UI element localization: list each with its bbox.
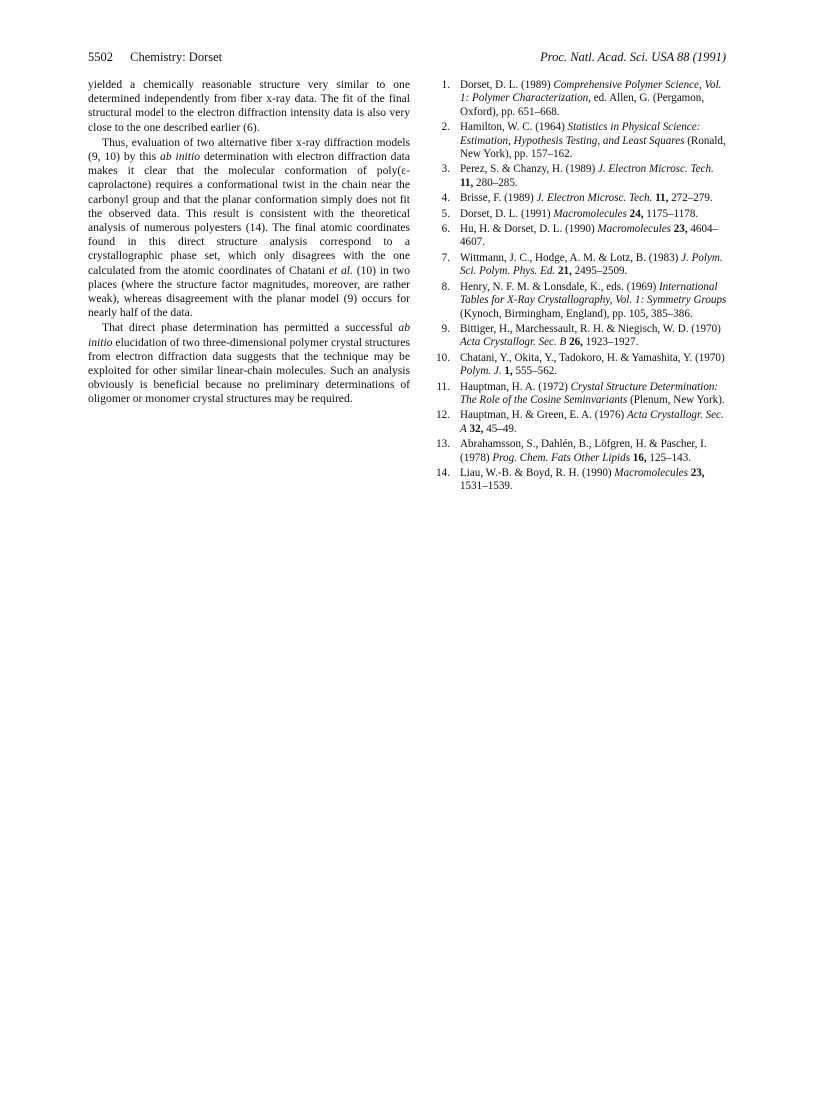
reference-volume: 26,	[566, 336, 583, 349]
paragraph-2-text-b: determination with electron diffraction data makes it clear that the molecular conformation of poly(ε-caprolactone) requires a conformational twist in the chain near the carbonyl group and that the planar conformation simply does not fit the observed data. This result is consistent with the theoretical analysis of numerous polyesters (14). The final atomic coordinates found in this direct structure analysis correspond to a crystallographic phase set, which only disagrees with the one calculated from the atomic coordinates of Chatani	[88, 150, 410, 277]
reference-number: 3.	[441, 163, 450, 176]
reference-volume: 24,	[626, 207, 644, 220]
page-number: 5502	[88, 50, 113, 64]
reference-number: 13.	[436, 438, 450, 451]
reference-pages: 45–49.	[483, 422, 517, 435]
reference-number: 9.	[441, 322, 450, 335]
paragraph-1-text: yielded a chemically reasonable structure very similar to one determined independently from fiber x-ray data. The fit of the final structural model to the electron diffraction intensity data is also very close to the one described earlier (6).	[88, 78, 410, 134]
reference-pages: 272–279.	[668, 192, 713, 205]
reference-item	[430, 352, 728, 379]
reference-number: 11.	[436, 380, 450, 393]
reference-number: 6.	[441, 223, 450, 236]
reference-pages: 2495–2509.	[571, 265, 628, 278]
reference-item	[430, 223, 728, 250]
reference-pages: 1175–1178.	[643, 207, 699, 220]
reference-pages: 125–143.	[646, 451, 692, 464]
reference-source: Acta Crystallogr. Sec. A	[460, 409, 724, 435]
reference-authors: Dorset, D. L. (1991)	[460, 207, 554, 220]
reference-item	[430, 467, 728, 494]
reference-authors: Hauptman, H. & Green, E. A. (1976)	[460, 409, 627, 422]
reference-item	[430, 381, 728, 408]
paragraph-2-et-al: et al.	[328, 263, 353, 277]
paragraph-3-ab-initio: ab initio	[88, 321, 410, 349]
reference-item	[430, 192, 728, 205]
page-header	[88, 50, 726, 68]
paragraph-2-ab-initio: ab initio	[160, 150, 201, 164]
reference-pages: 555–562.	[512, 365, 558, 378]
paragraph-3-text-a: That direct phase determination has permitted a successful	[102, 321, 399, 335]
paragraph-3	[88, 321, 410, 406]
journal-citation: Proc. Natl. Acad. Sci. USA 88 (1991)	[540, 50, 726, 64]
reference-volume: 32,	[466, 422, 484, 435]
running-title: Chemistry: Dorset	[130, 50, 223, 64]
reference-authors: Henry, N. F. M. & Lonsdale, K., eds. (1969)	[460, 280, 659, 293]
reference-item	[430, 323, 728, 350]
paragraph-2	[88, 136, 410, 321]
reference-item	[430, 208, 728, 221]
reference-pages: (Plenum, New York).	[627, 393, 725, 406]
reference-source: J. Polym. Sci. Polym. Phys. Ed.	[460, 251, 723, 278]
reference-item	[430, 409, 728, 436]
reference-authors: Hauptman, H. A. (1972)	[460, 380, 571, 393]
reference-authors: Chatani, Y., Okita, Y., Tadokoro, H. & Yamashita, Y. (1970)	[460, 351, 725, 364]
reference-source: Comprehensive Polymer Science, Vol. 1: Polymer Characterization,	[460, 79, 722, 105]
reference-number: 1.	[441, 79, 450, 91]
reference-volume: 1,	[501, 365, 513, 378]
reference-source: Crystal Structure Determination: The Role of the Cosine Seminvariants	[460, 380, 719, 406]
reference-source: Macromolecules	[553, 207, 627, 220]
reference-number: 7.	[441, 251, 450, 264]
paragraph-1	[88, 78, 410, 135]
reference-source: J. Electron Microsc. Tech.	[597, 163, 714, 176]
reference-authors: Perez, S. & Chanzy, H. (1989)	[460, 163, 598, 176]
reference-pages: ed. Allen, G. (Pergamon, Oxford), pp. 651–668.	[460, 92, 705, 118]
reference-pages: 1531–1539.	[460, 480, 513, 493]
reference-pages: 280–285.	[473, 176, 518, 189]
reference-number: 4.	[441, 192, 450, 205]
reference-authors: Abrahamsson, S., Dahlén, B., Löfgren, H. & Pascher, I. (1978)	[460, 438, 707, 464]
reference-pages: (Kynoch, Birmingham, England), pp. 105, 385–386.	[460, 307, 693, 320]
paragraph-2-text-a: Thus, evaluation of two alternative fiber x-ray diffraction models (9, 10) by this	[88, 135, 410, 164]
body-text-column	[88, 78, 410, 408]
reference-number: 2.	[441, 121, 450, 134]
reference-list	[430, 79, 728, 496]
reference-source: Macromolecules	[597, 223, 671, 236]
paragraph-2-text-c: (10) in two places (where the structure factor magnitudes, moreover, are rather weak), whereas disagreement with the planar model (9) occurs for nearly half of the data.	[88, 263, 411, 320]
reference-volume: 23,	[670, 223, 688, 236]
reference-pages: 4604–4607.	[460, 223, 719, 249]
reference-authors: Bittiger, H., Marchessault, R. H. & Niegisch, W. D. (1970)	[460, 322, 721, 335]
reference-volume: 16,	[630, 451, 647, 464]
reference-volume: 23,	[687, 466, 705, 479]
reference-authors: Hamilton, W. C. (1964)	[460, 121, 568, 134]
reference-number: 12.	[436, 409, 450, 422]
reference-number: 8.	[441, 280, 450, 293]
reference-item	[430, 163, 728, 190]
reference-item	[430, 281, 728, 321]
reference-number: 14.	[436, 466, 450, 479]
reference-item	[430, 79, 728, 119]
reference-source: International Tables for X-Ray Crystallography, Vol. 1: Symmetry Groups	[460, 280, 727, 307]
reference-authors: Brisse, F. (1989)	[460, 192, 537, 205]
reference-item	[430, 121, 728, 161]
reference-number: 10.	[436, 351, 450, 364]
reference-source: Macromolecules	[614, 466, 688, 479]
reference-authors: Liau, W.-B. & Boyd, R. H. (1990)	[460, 466, 615, 479]
reference-pages: (Ronald, New York), pp. 157–162.	[460, 134, 726, 161]
paragraph-3-text-b: elucidation of two three-dimensional polymer crystal structures from electron diffraction data suggests that the technique may be exploited for other similar linear-chain molecules. Such an analysis obviously is beneficial because no preliminary determinations of oligomer or monomer crystal structures may be required.	[88, 335, 410, 406]
reference-source: Acta Crystallogr. Sec. B	[460, 336, 567, 349]
header-left	[88, 50, 222, 65]
reference-item	[430, 438, 728, 465]
reference-authors: Dorset, D. L. (1989)	[460, 79, 554, 91]
reference-number: 5.	[441, 207, 450, 220]
reference-volume: 11,	[652, 192, 669, 205]
reference-source: J. Electron Microsc. Tech.	[536, 192, 653, 205]
reference-authors: Wittmann, J. C., Hodge, A. M. & Lotz, B. (1983)	[460, 251, 682, 264]
reference-pages: 1923–1927.	[582, 336, 639, 349]
reference-item	[430, 252, 728, 279]
reference-authors: Hu, H. & Dorset, D. L. (1990)	[460, 223, 598, 236]
reference-source: Statistics in Physical Science: Estimation, Hypothesis Testing, and Least Squares	[460, 121, 701, 147]
reference-volume: 21,	[555, 265, 572, 278]
reference-source: Prog. Chem. Fats Other Lipids	[492, 451, 631, 464]
reference-source: Polym. J.	[460, 365, 502, 378]
reference-volume: 11,	[460, 176, 474, 189]
